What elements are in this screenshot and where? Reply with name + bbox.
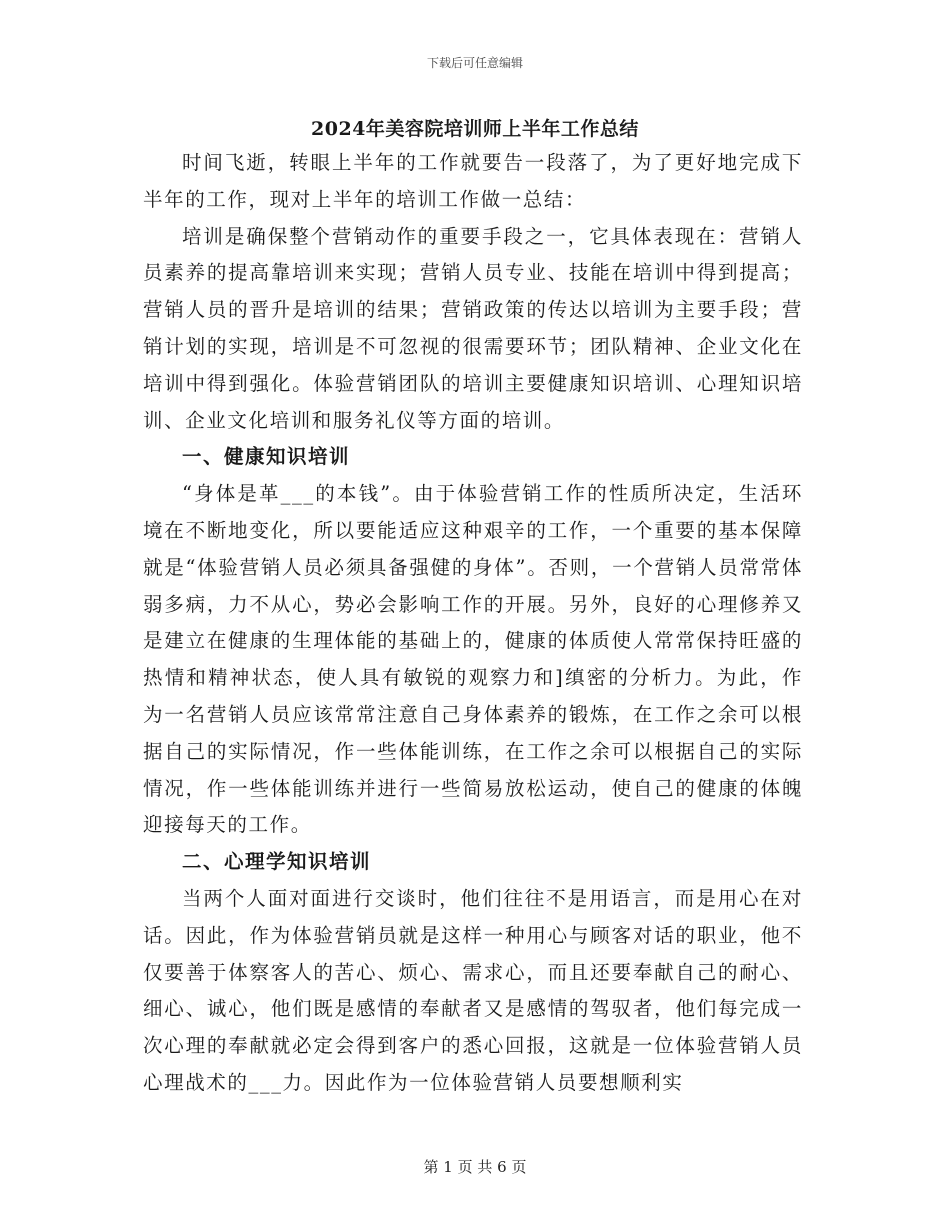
document-title: 2024年美容院培训师上半年工作总结: [311, 118, 639, 140]
intro-paragraph: 时间飞逝，转眼上半年的工作就要告一段落了，为了更好地完成下半年的工作，现对上半年的培训工作做一总结：: [143, 151, 803, 211]
health-paragraph: “身体是革___的本钱”。由于体验营销工作的性质所决定，生活环境在不断地变化，所以要能适应这种艰辛的工作，一个重要的基本保障就是“体验营销人员必须具备强健的身体”。否则，一个营销人员常常体弱多病，力不从心，势必会影响工作的开展。另外，良好的心理修养又是建立在健康的生理体能的基础上的，健康的体质使人常常保持旺盛的热情和精神状态，使人具有敏锐的观察力和]缜密的分析力。为此，作为一名营销人员应该常常注意自己身体素养的锻炼，在工作之余可以根据自己的实际情况，作一些体能训练，在工作之余可以根据自己的实际情况，作一些体能训练并进行一些简易放松运动，使自己的健康的体魄迎接每天的工作。: [143, 482, 803, 837]
psychology-paragraph: 当两个人面对面进行交谈时，他们往往不是用语言，而是用心在对话。因此，作为体验营销员就是这样一种用心与顾客对话的职业，他不仅要善于体察客人的苦心、烦心、需求心，而且还要奉献自己的耐心、细心、诚心，他们既是感情的奉献者又是感情的驾驭者，他们每完成一次心理的奉献就必定会得到客户的悉心回报，这就是一位体验营销人员心理战术的___力。因此作为一位体验营销人员要想顺利实: [143, 886, 803, 1094]
page-header-note: 下载后可任意编辑: [426, 56, 523, 70]
section-heading-psychology: 二、心理学知识培训: [182, 850, 372, 874]
page-number: 第 1 页 共 6 页: [423, 1158, 527, 1176]
document-body: [143, 145, 803, 1102]
overview-paragraph: 培训是确保整个营销动作的重要手段之一，它具体表现在：营销人员素养的提高靠培训来实现；营销人员专业、技能在培训中得到提高；营销人员的晋升是培训的结果；营销政策的传达以培训为主要手段；营销计划的实现，培训是不可忽视的很需要环节；团队精神、企业文化在培训中得到强化。体验营销团队的培训主要健康知识培训、心理知识培训、企业文化培训和服务礼仪等方面的培训。: [143, 224, 803, 432]
section-heading-health: 一、健康知识培训: [182, 445, 351, 469]
